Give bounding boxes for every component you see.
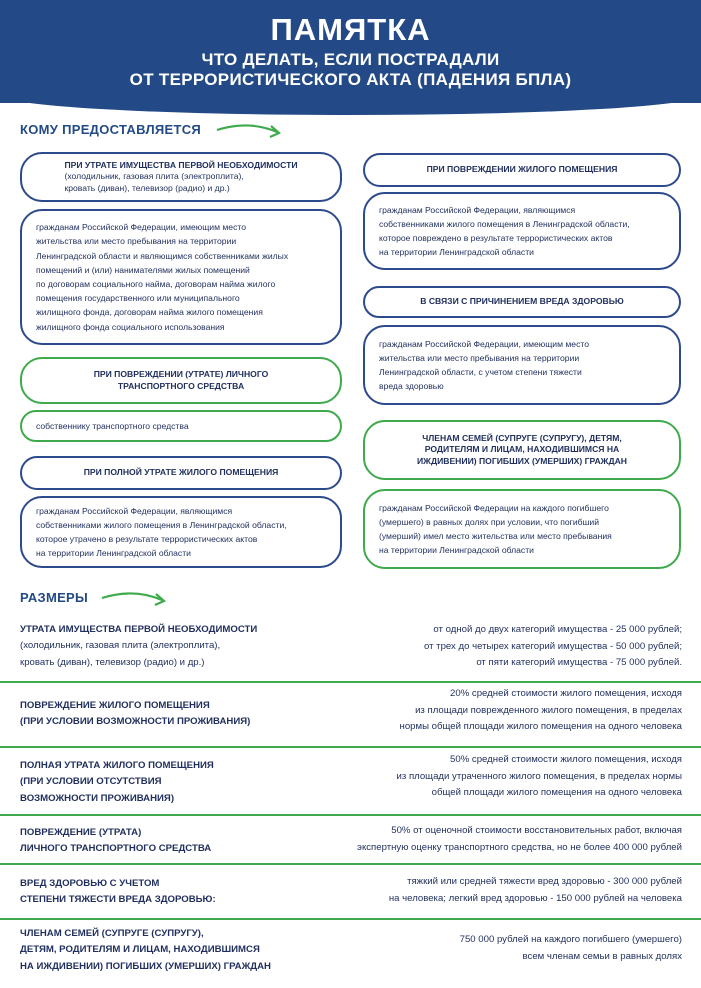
size-row-vehicle — [20, 823, 682, 863]
size-row-value-line: на человека; легкий вред здоровью - 150 000 рублей на человека — [388, 892, 682, 904]
box-text-line: на территории Ленинградской области — [36, 548, 191, 559]
size-row-value — [389, 874, 682, 907]
box-subtext: кровать (диван), телевизор (радио) и др.) — [64, 182, 230, 193]
box-text-line: вреда здоровью — [379, 381, 444, 392]
box-text-line: Ленинградской области и являющимся собственниками жилых — [36, 250, 289, 261]
box-text-line: Ленинградской области, с учетом степени тяжести — [379, 367, 582, 377]
size-row-value-line: от одной до двух категорий имущества - 25 000 рублей; — [433, 624, 682, 635]
box-text-line: собственниками жилого помещения в Ленинградской области, — [36, 519, 287, 530]
size-row-label-line: ПОВРЕЖДЕНИЕ ЖИЛОГО ПОМЕЩЕНИЯ — [20, 700, 210, 711]
header-banner — [0, 0, 701, 103]
size-row-label-line: СТЕПЕНИ ТЯЖЕСТИ ВРЕДА ЗДОРОВЬЮ: — [20, 894, 216, 906]
box-housing-damage-heading — [363, 153, 681, 187]
box-heading: ЧЛЕНАМ СЕМЕЙ (СУПРУГЕ (СУПРУГУ), ДЕТЯМ, — [422, 432, 622, 443]
box-family-heading — [363, 420, 681, 480]
size-row-label-line: НА ИЖДИВЕНИИ) ПОГИБШИХ (УМЕРШИХ) ГРАЖДАН — [20, 960, 271, 972]
section-title-sizes: РАЗМЕРЫ — [20, 590, 89, 605]
divider — [0, 681, 701, 683]
box-text-line: на территории Ленинградской области — [379, 247, 534, 258]
divider — [0, 746, 701, 748]
size-row-value-line: от трех до четырех категорий имущества - 50 000 рублей; — [423, 640, 682, 652]
divider — [0, 814, 701, 816]
box-text-line: (умершего) в равных долях при условии, что погибший — [379, 516, 600, 527]
box-text-line: гражданам Российской Федерации, имеющим место — [36, 222, 246, 233]
size-row-health — [20, 874, 682, 914]
box-text-line: гражданам Российской Федерации, имеющим место — [379, 338, 589, 349]
size-row-label-line: УТРАТА ИМУЩЕСТВА ПЕРВОЙ НЕОБХОДИМОСТИ — [20, 624, 258, 635]
box-heading: ТРАНСПОРТНОГО СРЕДСТВА — [117, 380, 245, 391]
size-row-value-line: тяжкий или средней тяжести вред здоровью - 300 000 рублей — [407, 876, 682, 887]
box-property-loss-text — [20, 209, 342, 345]
box-text-line: на территории Ленинградской области — [379, 545, 534, 556]
size-row-label — [20, 622, 257, 671]
size-row-family — [20, 926, 682, 982]
size-row-value — [424, 622, 682, 672]
box-text-line: гражданам Российской Федерации, являющимся — [36, 505, 233, 516]
box-heading: ПРИ ПОВРЕЖДЕНИИ ЖИЛОГО ПОМЕЩЕНИЯ — [426, 164, 618, 175]
box-heading: ПРИ ПОЛНОЙ УТРАТЕ ЖИЛОГО ПОМЕЩЕНИЯ — [83, 467, 279, 478]
divider — [0, 918, 701, 920]
box-text-line: по договорам социального найма, договорам найма жилого — [36, 279, 276, 289]
size-row-value — [400, 686, 682, 736]
size-row-value — [357, 823, 682, 856]
size-row-label — [20, 876, 216, 909]
box-property-loss-heading — [20, 152, 342, 202]
box-heading: В СВЯЗИ С ПРИЧИНЕНИЕМ ВРЕДА ЗДОРОВЬЮ — [420, 296, 624, 307]
size-row-label-note: (холодильник, газовая плита (электроплита), — [20, 640, 221, 652]
size-row-label-line: ВОЗМОЖНОСТИ ПРОЖИВАНИЯ) — [20, 792, 175, 804]
box-health-text — [363, 325, 681, 405]
box-heading: ИЖДИВЕНИИ) ПОГИБШИХ (УМЕРШИХ) ГРАЖДАН — [417, 455, 627, 466]
size-row-label-line: ПОВРЕЖДЕНИЕ (УТРАТА) — [20, 827, 142, 838]
section-title-who: КОМУ ПРЕДОСТАВЛЯЕТСЯ — [20, 122, 202, 137]
box-text-line: гражданам Российской Федерации, являющимся — [379, 204, 576, 215]
page-subtitle-line2: ОТ ТЕРРОРИСТИЧЕСКОГО АКТА (ПАДЕНИЯ БПЛА) — [129, 70, 572, 89]
size-row-value — [460, 932, 682, 965]
size-row-value-line: 50% от оценочной стоимости восстановительных работ, включая — [391, 825, 682, 836]
page-subtitle-line1: ЧТО ДЕЛАТЬ, ЕСЛИ ПОСТРАДАЛИ — [201, 50, 500, 69]
box-vehicle-heading — [20, 357, 342, 404]
box-text-line: жительства или место пребывания на территории — [379, 352, 580, 363]
box-housing-damage-text — [363, 192, 681, 270]
size-row-label-line: ЛИЧНОГО ТРАНСПОРТНОГО СРЕДСТВА — [20, 843, 212, 855]
size-row-label-line: ВРЕД ЗДОРОВЬЮ С УЧЕТОМ — [20, 878, 160, 889]
box-text-line: помещений и (или) нанимателями жилых помещений — [36, 264, 250, 275]
size-row-label-note: кровать (диван), телевизор (радио) и др.) — [20, 656, 205, 668]
size-row-value-line: нормы общей площади жилого помещения на одного человека — [399, 721, 682, 732]
size-row-value-line: экспертную оценку транспортного средства, но не более 400 000 рублей — [357, 841, 682, 853]
box-subtext: (холодильник, газовая плита (электроплита), — [64, 171, 244, 182]
box-text-line: гражданам Российской Федерации на каждого погибшего — [379, 502, 609, 513]
box-family-text — [363, 489, 681, 569]
box-heading: ПРИ ПОВРЕЖДЕНИИ (УТРАТЕ) ЛИЧНОГО — [93, 368, 269, 379]
size-row-label — [20, 926, 271, 975]
size-row-value-line: всем членам семьи в равных долях — [522, 950, 682, 962]
size-row-label-line: (ПРИ УСЛОВИИ ВОЗМОЖНОСТИ ПРОЖИВАНИЯ) — [20, 716, 251, 728]
box-text-line: помещения государственного или муниципального — [36, 293, 240, 304]
size-row-label-line: ЧЛЕНАМ СЕМЕЙ (СУПРУГЕ (СУПРУГУ), — [20, 928, 204, 939]
size-row-label-line: ДЕТЯМ, РОДИТЕЛЯМ И ЛИЦАМ, НАХОДИВШИМСЯ — [20, 944, 260, 956]
size-row-label — [20, 825, 211, 858]
box-housing-loss-text — [20, 496, 342, 568]
box-text-line: (умерший) имел место жительства или место пребывания — [379, 531, 612, 541]
size-row-housing-damage — [20, 686, 682, 742]
box-housing-loss-heading — [20, 456, 342, 490]
size-row-value-line: 750 000 рублей на каждого погибшего (умершего) — [459, 934, 682, 945]
size-row-value-line: из площади утраченного жилого помещения, в пределах нормы — [396, 770, 682, 782]
size-row-label-line: ПОЛНАЯ УТРАТА ЖИЛОГО ПОМЕЩЕНИЯ — [20, 760, 214, 771]
arrow-icon — [215, 118, 287, 146]
box-text-line: жилищного фонда, договорам найма жилого помещения — [36, 307, 263, 318]
box-text-line: собственнику транспортного средства — [36, 420, 189, 431]
box-text-line: жилищного фонда социального использования — [36, 321, 225, 332]
size-row-property — [20, 622, 682, 678]
box-text-line: которое повреждено в результате террористических актов — [379, 233, 613, 243]
box-heading: ПРИ УТРАТЕ ИМУЩЕСТВА ПЕРВОЙ НЕОБХОДИМОСТИ — [64, 159, 298, 170]
box-text-line: которое утрачено в результате террористических актов — [36, 534, 258, 544]
box-text-line: жительства или место пребывания на территории — [36, 236, 237, 247]
size-row-label — [20, 698, 250, 731]
divider — [0, 863, 701, 865]
size-row-value-line: от пяти категорий имущества - 75 000 рублей. — [476, 657, 682, 668]
box-text-line: собственниками жилого помещения в Ленинградской области, — [379, 218, 630, 229]
size-row-housing-loss — [20, 752, 682, 808]
size-row-label-line: (ПРИ УСЛОВИИ ОТСУТСТВИЯ — [20, 776, 162, 788]
box-health-heading — [363, 286, 681, 318]
size-row-value-line: 20% средней стоимости жилого помещения, исходя — [450, 688, 682, 699]
size-row-label — [20, 758, 214, 807]
size-row-value-line: общей площади жилого помещения на одного человека — [431, 787, 682, 798]
box-heading: РОДИТЕЛЯМ И ЛИЦАМ, НАХОДИВШИМСЯ НА — [424, 444, 620, 455]
size-row-value-line: из площади поврежденного жилого помещения, в пределах — [415, 704, 682, 716]
box-vehicle-text — [20, 410, 342, 442]
size-row-value — [397, 752, 682, 802]
arrow-icon — [100, 586, 172, 614]
size-row-value-line: 50% средней стоимости жилого помещения, исходя — [450, 754, 682, 765]
page-title: ПАМЯТКА — [270, 12, 431, 47]
